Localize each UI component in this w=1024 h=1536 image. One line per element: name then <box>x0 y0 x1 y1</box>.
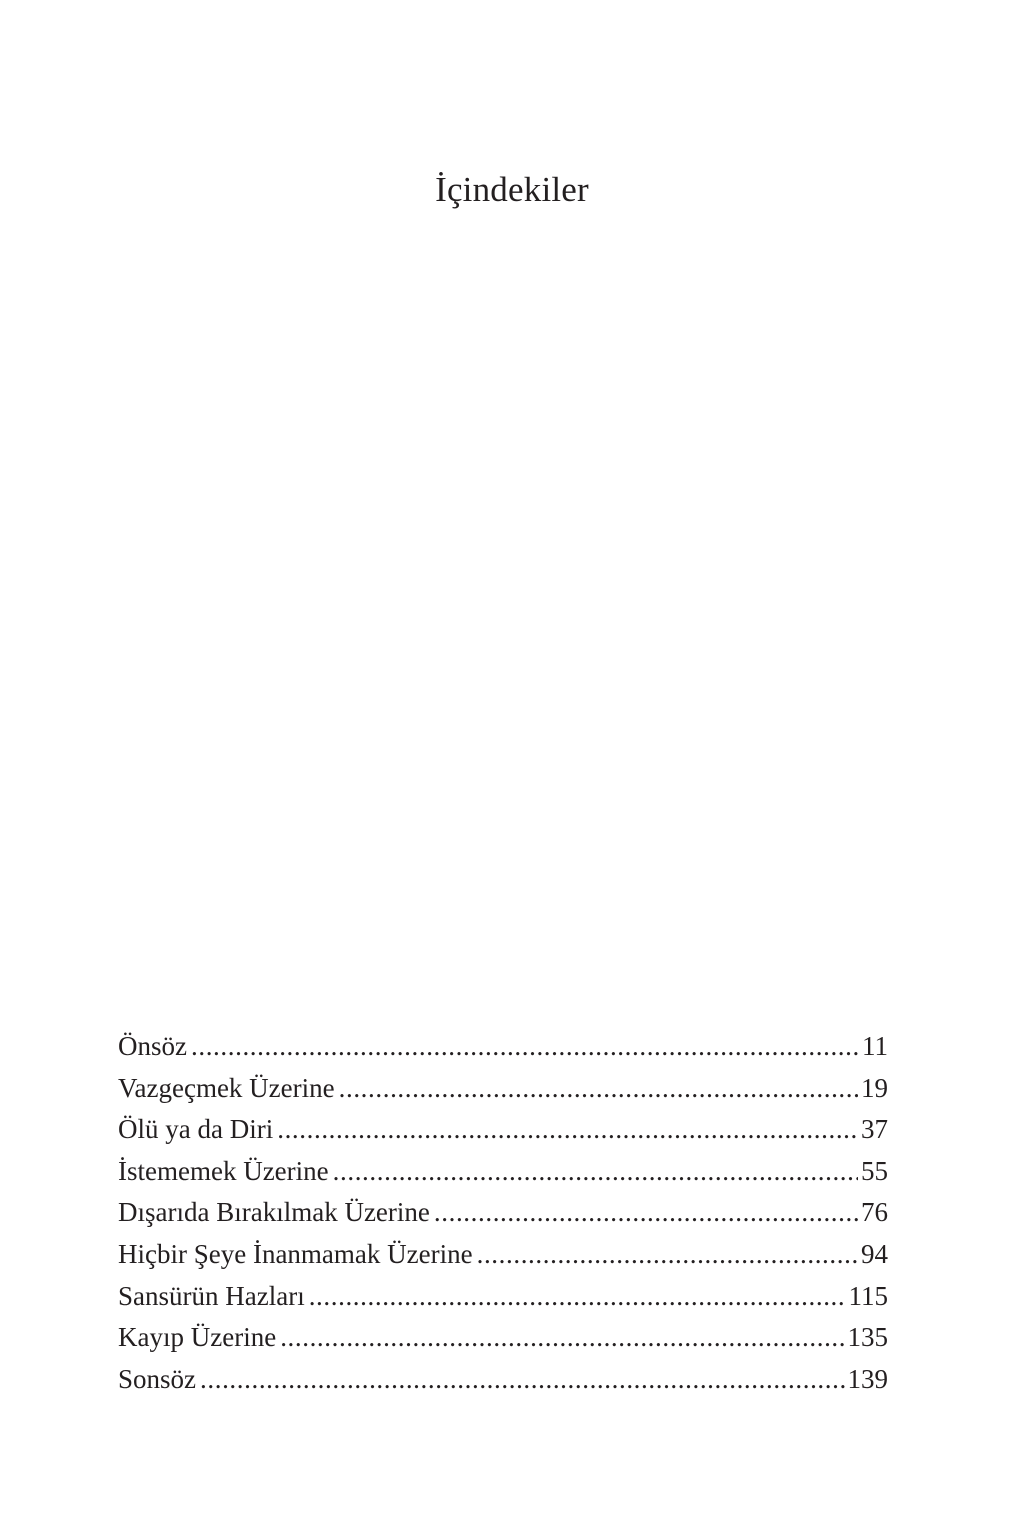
toc-entry-page-number: 37 <box>861 1114 888 1145</box>
toc-entry-title: Sonsöz <box>118 1363 197 1394</box>
dot-leader <box>309 1276 846 1318</box>
dot-leader <box>333 1151 858 1193</box>
toc-entry-title: İstememek Üzerine <box>118 1155 329 1186</box>
toc-entry-page-number: 135 <box>847 1322 888 1353</box>
toc-entry-page-number: 76 <box>861 1197 888 1228</box>
toc-entry-page-number: 19 <box>861 1072 888 1103</box>
dot-leader <box>434 1192 858 1234</box>
toc-entry-title: Dışarıda Bırakılmak Üzerine <box>118 1197 430 1228</box>
toc-entry-title: Ölü ya da Diri <box>118 1114 274 1145</box>
table-of-contents <box>118 1026 888 1400</box>
dot-leader <box>280 1317 844 1359</box>
toc-entry[interactable] <box>118 1151 888 1193</box>
toc-entry-title: Vazgeçmek Üzerine <box>118 1072 335 1103</box>
toc-entry[interactable] <box>118 1068 888 1110</box>
toc-entry-page-number: 55 <box>861 1155 888 1186</box>
dot-leader <box>191 1026 859 1068</box>
dot-leader <box>339 1068 858 1110</box>
page-title: İçindekiler <box>435 170 589 209</box>
toc-entry-page-number: 11 <box>862 1031 888 1061</box>
toc-entry-page-number: 115 <box>848 1280 888 1311</box>
toc-entry[interactable] <box>118 1109 888 1151</box>
toc-entry[interactable] <box>118 1026 888 1068</box>
dot-leader <box>200 1359 844 1401</box>
toc-entry[interactable] <box>118 1359 888 1401</box>
dot-leader <box>477 1234 858 1276</box>
toc-entry[interactable] <box>118 1317 888 1359</box>
toc-entry-title: Sansürün Hazları <box>118 1280 305 1311</box>
toc-entry-page-number: 94 <box>861 1238 888 1269</box>
toc-entry-title: Kayıp Üzerine <box>118 1322 277 1353</box>
toc-entry[interactable] <box>118 1276 888 1318</box>
toc-entry-page-number: 139 <box>847 1363 888 1394</box>
toc-entry[interactable] <box>118 1234 888 1276</box>
toc-entry[interactable] <box>118 1192 888 1234</box>
toc-entry-title: Hiçbir Şeye İnanmamak Üzerine <box>118 1238 473 1269</box>
toc-entry-title: Önsöz <box>118 1031 187 1061</box>
dot-leader <box>277 1109 858 1151</box>
